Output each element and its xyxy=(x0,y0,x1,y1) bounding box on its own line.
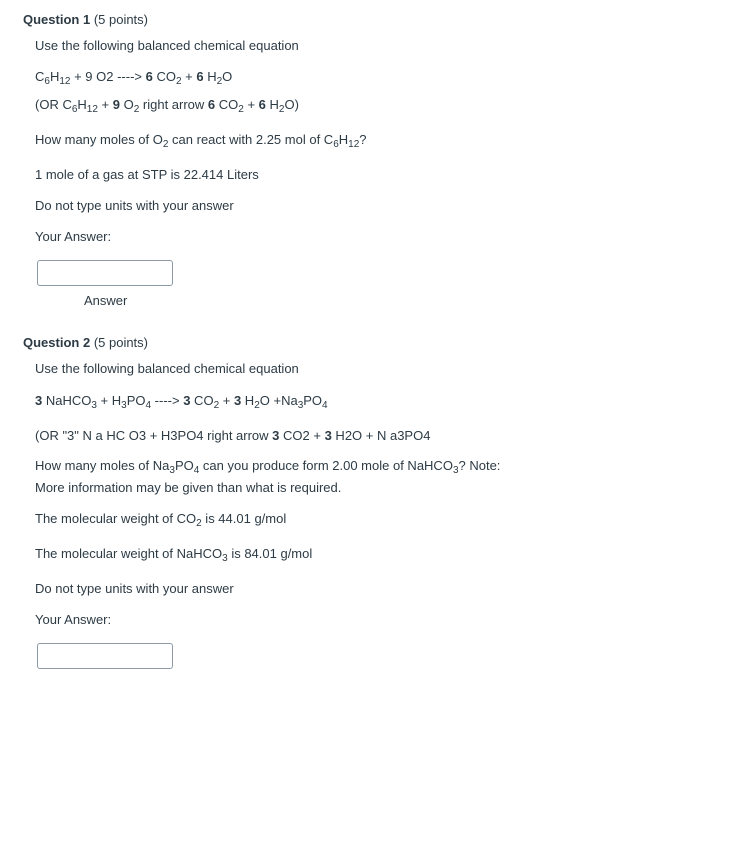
q2-intro: Use the following balanced chemical equation xyxy=(35,361,299,376)
q1-question-text: How many moles of $O_2$ can react with 2.25 mol of $C_6H_{12}$? xyxy=(35,132,367,150)
question-2-title: Question 2 xyxy=(23,335,91,350)
q2-molecular-weight-nahco3: The molecular weight of NaHCO$_3$ is 84.01 g/mol xyxy=(35,546,313,564)
q1-note-units: Do not type units with your answer xyxy=(35,198,234,213)
question-2-header xyxy=(23,334,148,352)
question-1-points: (5 points) xyxy=(93,12,149,27)
q2-your-answer-label: Your Answer: xyxy=(35,612,112,627)
q2-note-units: Do not type units with your answer xyxy=(35,581,234,596)
q1-intro: Use the following balanced chemical equation xyxy=(35,38,299,53)
q1-note-stp: 1 mole of a gas at STP is 22.414 Liters xyxy=(35,167,259,182)
question-1-header xyxy=(23,11,148,29)
q2-question-text-2: More information may be given than what is required. xyxy=(35,480,342,495)
q1-equation-alt: (OR $C_6H_{12} + 9$ $O_2$ right arrow 6 $CO_2 + 6$ $H_2O$) xyxy=(35,97,299,115)
q2-molecular-weight-co2: The molecular weight of $CO_2$ is 44.01 g/mol xyxy=(35,511,287,529)
q1-your-answer-label: Your Answer: xyxy=(35,229,112,244)
q1-answer-input[interactable] xyxy=(37,260,173,286)
question-2-points: (5 points) xyxy=(93,335,149,350)
q2-question-text: How many moles of $Na_3PO_4$ can you produce form 2.00 mole of NaHCO$_3$? Note: xyxy=(35,458,501,476)
q2-equation: 3 NaHCO$_3$ + $H_3PO_4$ ----> 3 $CO_2 + 3$ $H_2O +Na_3PO_4$ xyxy=(35,393,328,411)
question-1-title: Question 1 xyxy=(23,12,91,27)
q1-equation: $C_6H_{12} + 9$ O2 ----> 6 $CO_2 + 6$ $H_2O$ xyxy=(35,69,233,87)
q2-answer-input[interactable] xyxy=(37,643,173,669)
q2-equation-alt: (OR "3" N a HC O3 + H3PO4 right arrow 3 CO2 + 3 H2O + N a3PO4 xyxy=(35,428,431,443)
q1-answer-caption: Answer xyxy=(84,293,128,308)
